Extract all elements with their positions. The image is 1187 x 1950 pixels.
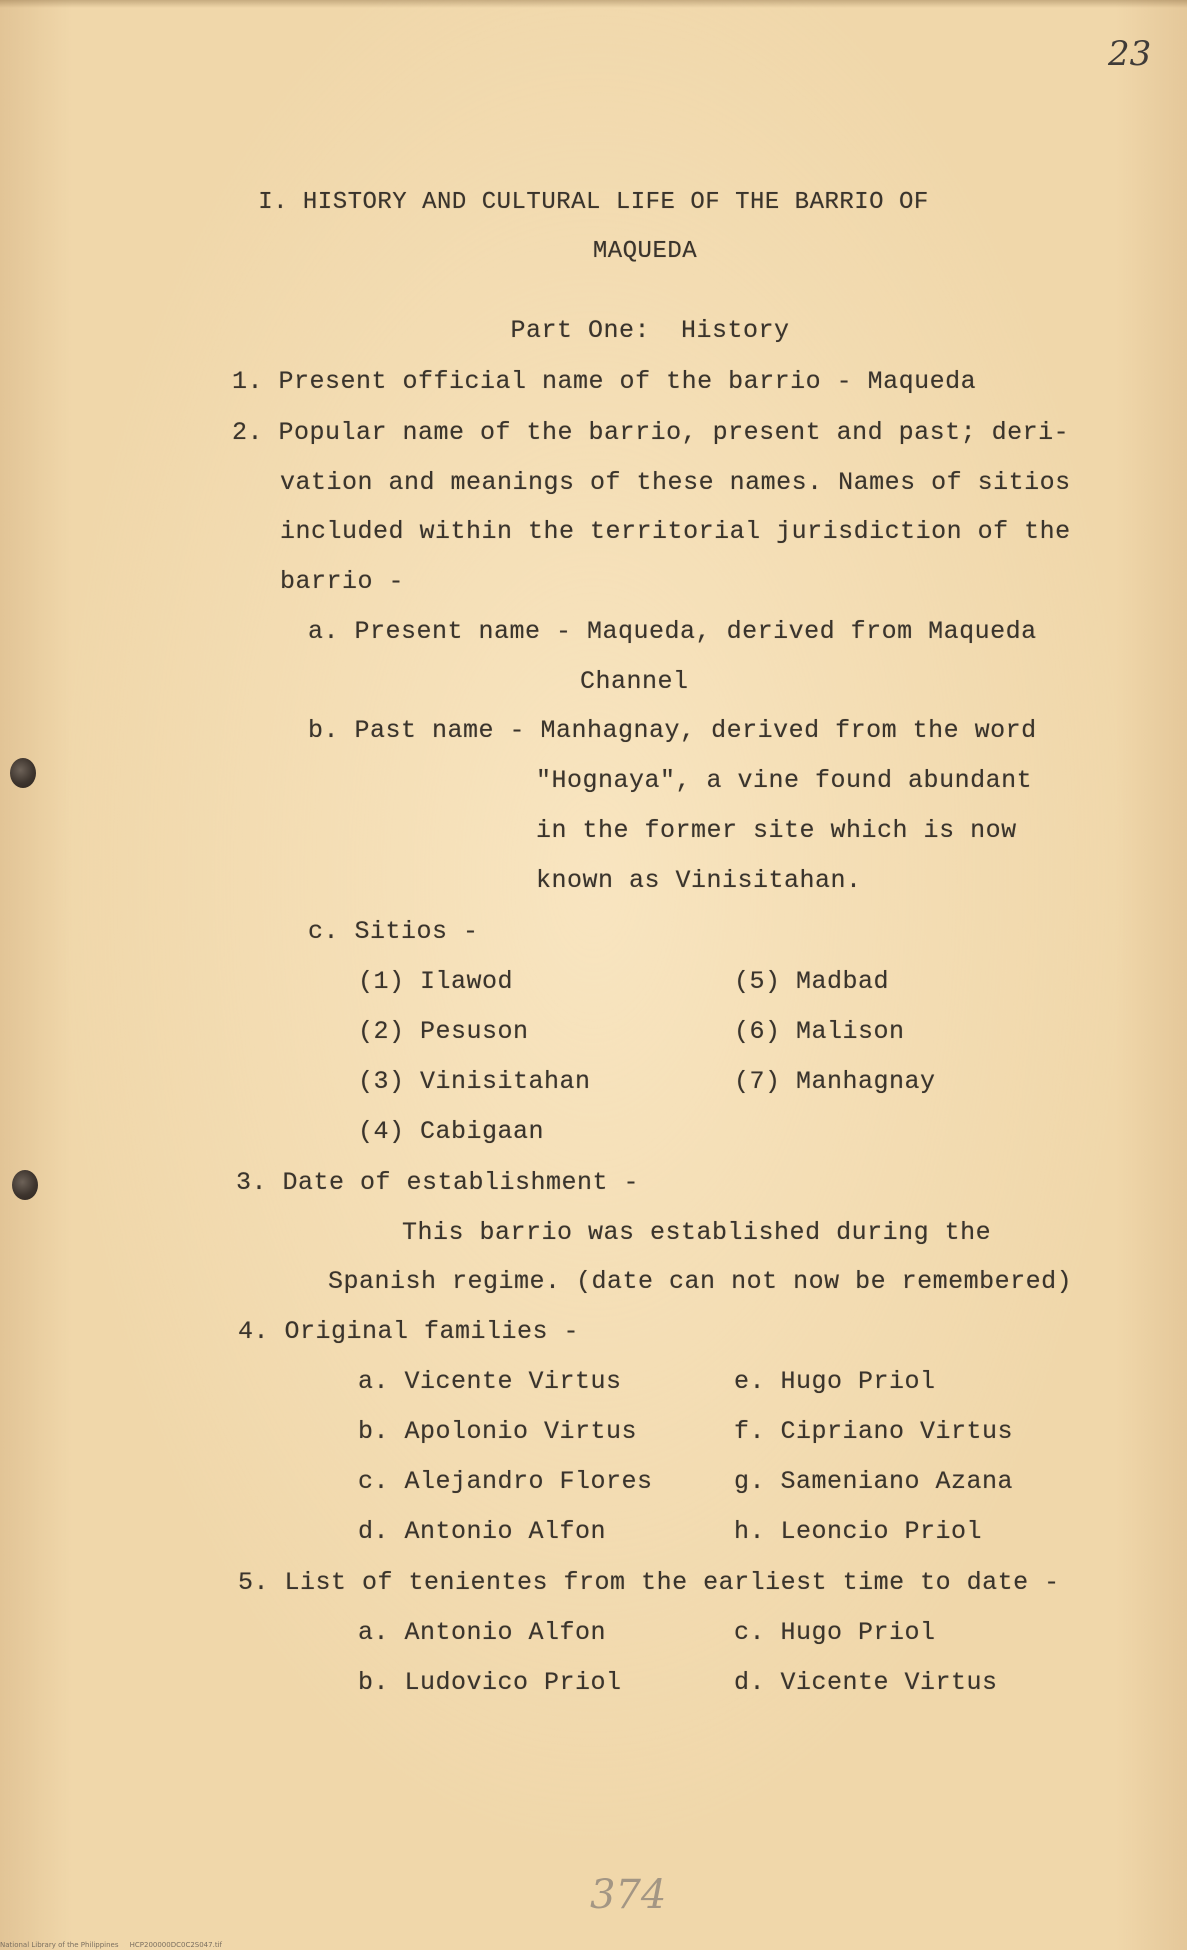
family-d: d. Antonio Alfon xyxy=(358,1517,607,1546)
sitio-3: (3) Vinisitahan xyxy=(358,1067,591,1096)
item-2-line-2: vation and meanings of these names. Names of sitios xyxy=(280,468,1071,497)
teniente-a: a. Antonio Alfon xyxy=(358,1618,607,1647)
item-3-text-line-2: Spanish regime. (date can not now be remembered) xyxy=(328,1267,1073,1296)
item-3-text-line-1: This barrio was established during the xyxy=(402,1218,992,1247)
item-1: 1. Present official name of the barrio - Maqueda xyxy=(232,367,977,396)
sitio-2: (2) Pesuson xyxy=(358,1017,529,1046)
teniente-c: c. Hugo Priol xyxy=(734,1618,936,1647)
sitio-1: (1) Ilawod xyxy=(358,967,514,996)
page-top-edge xyxy=(0,0,1187,8)
sitio-4: (4) Cabigaan xyxy=(358,1117,545,1146)
item-2b-line-3: in the former site which is now xyxy=(536,816,1017,845)
family-e: e. Hugo Priol xyxy=(734,1367,936,1396)
family-f: f. Cipriano Virtus xyxy=(734,1417,1014,1446)
item-2a-line-2: Channel xyxy=(580,667,689,696)
binding-hole-top xyxy=(10,758,36,788)
item-3: 3. Date of establishment - xyxy=(236,1168,640,1197)
family-h: h. Leoncio Priol xyxy=(734,1517,983,1546)
item-4: 4. Original families - xyxy=(238,1317,580,1346)
item-5: 5. List of tenientes from the earliest time to date - xyxy=(238,1568,1060,1597)
binding-hole-bottom xyxy=(12,1170,38,1200)
heading-line-1: I. HISTORY AND CULTURAL LIFE OF THE BARRIO OF xyxy=(258,189,929,216)
teniente-b: b. Ludovico Priol xyxy=(358,1668,622,1697)
folio-number-mark: 374 xyxy=(590,1872,667,1918)
item-2b-line-4: known as Vinisitahan. xyxy=(536,866,862,895)
teniente-d: d. Vicente Virtus xyxy=(734,1668,998,1697)
page-number-mark: 23 xyxy=(1108,34,1152,74)
scan-footer: National Library of the Philippines HCP200000DC0C2S047.tif xyxy=(0,1941,222,1949)
family-b: b. Apolonio Virtus xyxy=(358,1417,638,1446)
item-2a-line-1: a. Present name - Maqueda, derived from Maqueda xyxy=(308,617,1037,646)
part-title: Part One: History xyxy=(510,316,790,345)
item-2b-line-2: "Hognaya", a vine found abundant xyxy=(536,766,1033,795)
family-c: c. Alejandro Flores xyxy=(358,1467,653,1496)
item-2c: c. Sitios - xyxy=(308,917,479,946)
sitio-6: (6) Malison xyxy=(734,1017,905,1046)
heading-line-2: MAQUEDA xyxy=(592,238,698,265)
sitio-5: (5) Madbad xyxy=(734,967,890,996)
sitio-7: (7) Manhagnay xyxy=(734,1067,936,1096)
family-g: g. Sameniano Azana xyxy=(734,1467,1014,1496)
item-2-line-4: barrio - xyxy=(280,567,405,596)
item-2-line-3: included within the territorial jurisdiction of the xyxy=(280,517,1071,546)
item-2b-line-1: b. Past name - Manhagnay, derived from the word xyxy=(308,716,1037,745)
family-a: a. Vicente Virtus xyxy=(358,1367,622,1396)
item-2-line-1: 2. Popular name of the barrio, present and past; deri- xyxy=(232,418,1070,447)
